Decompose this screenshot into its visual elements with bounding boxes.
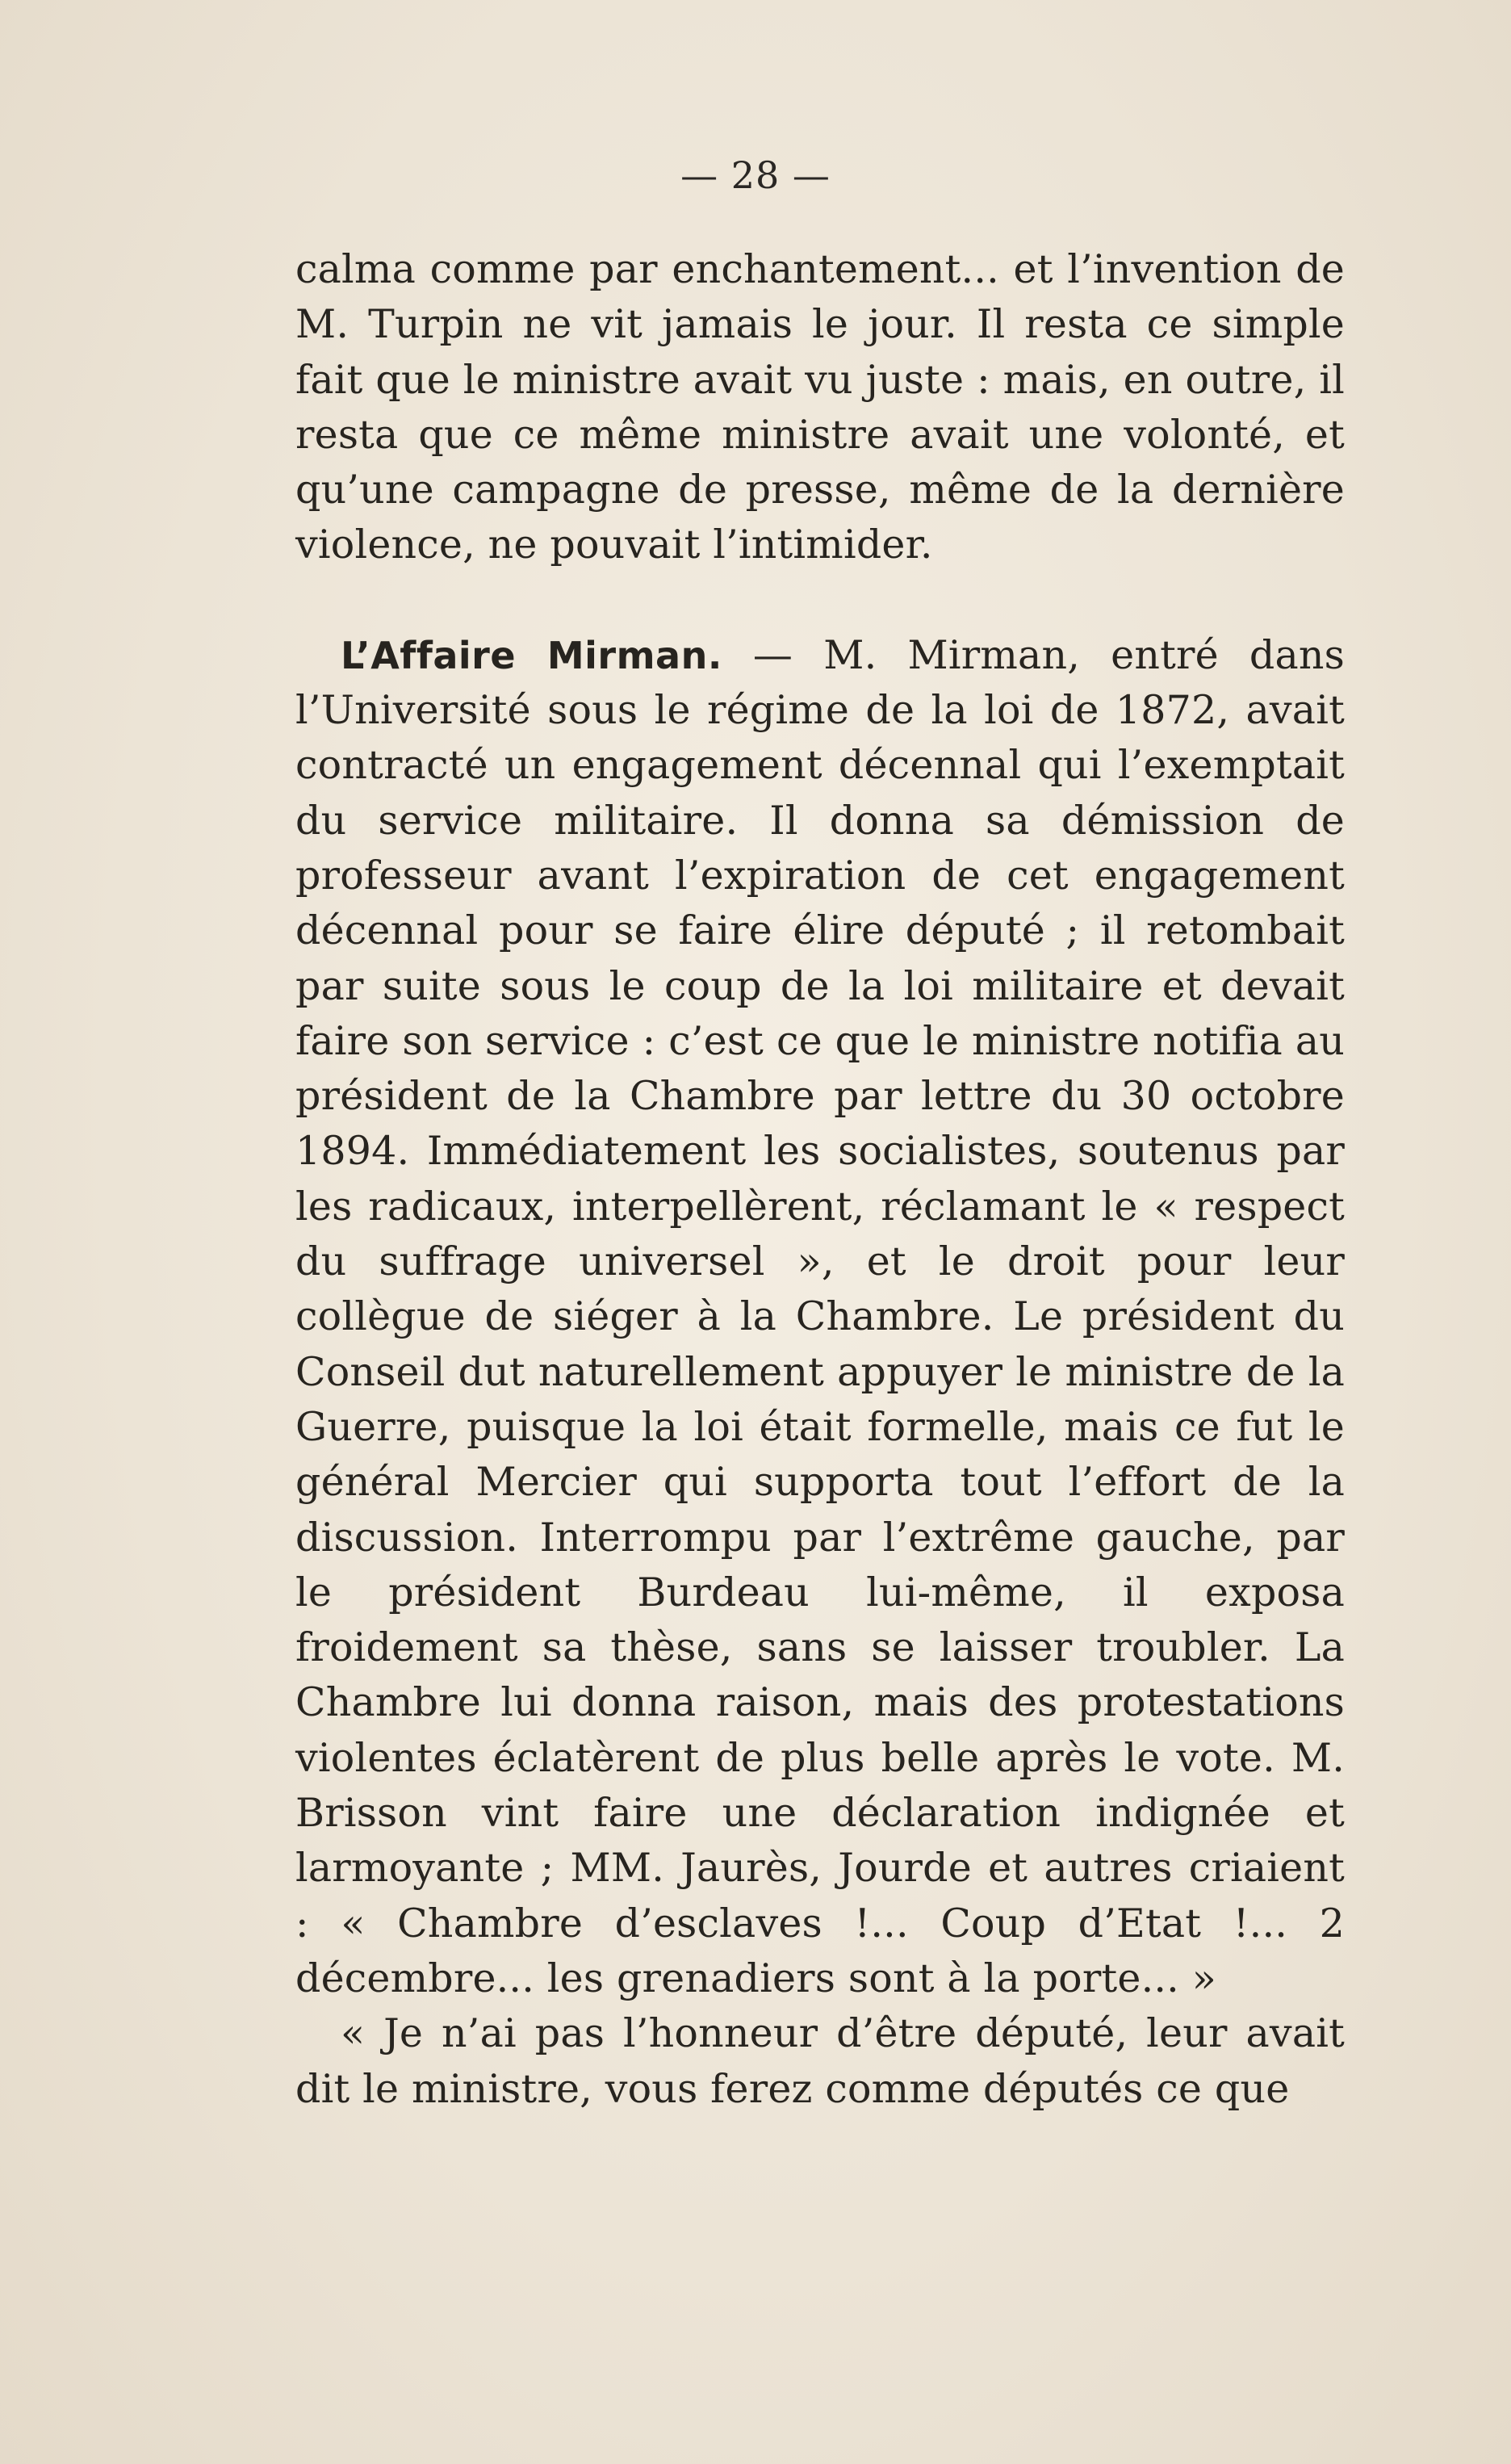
section-heading-affaire-mirman: L’Affaire Mirman. xyxy=(341,633,722,677)
page-body-text xyxy=(295,242,1345,2117)
paragraph-turpin: calma comme par enchantement... et l’invention de M. Turpin ne vit jamais le jour. Il resta ce simple fait que le ministre avait vu juste : mais, en outre, il resta que ce même ministre avait une volonté, et qu’une campagne de presse, même de la dernière violence, ne pouvait l’intimider. xyxy=(295,246,1345,568)
paragraph-minister-quote: « Je n’ai pas l’honneur d’être député, leur avait dit le ministre, vous ferez comme députés ce que xyxy=(295,2010,1345,2112)
page-number-header: — 28 — xyxy=(680,153,831,197)
paragraph-mirman-text: — M. Mirman, entré dans l’Université sous le régime de la loi de 1872, avait contracté un engagement décennal qui l’exemptait du service militaire. Il donna sa démission de professeur avant l’expiration de cet engagement décennal pour se faire élire député ; il retombait par suite sous le coup de la loi militaire et devait faire son service : c’est ce que le ministre notifia au président de la Chambre par lettre du 30 octobre 1894. Immédiatement les socialistes, soutenus par les radicaux, interpellèrent, réclamant le « respect du suffrage universel », et le droit pour leur collègue de siéger à la Chambre. Le président du Conseil dut naturellement appuyer le ministre de la Guerre, puisque la loi était formelle, mais ce fut le général Mercier qui supporta tout l’effort de la discussion. Interrompu par l’extrême gauche, par le président Burdeau lui-même, il exposa froidement sa thèse, sans se laisser troubler. La Chambre lui donna raison, mais des protestations violentes éclatèrent de plus belle après le vote. M. Brisson vint faire une déclaration indignée et larmoyante ; MM. Jaurès, Jourde et autres criaient : « Chambre d’esclaves !... Coup d’Etat !... 2 décembre... les grenadiers sont à la porte... » xyxy=(295,631,1345,2001)
paragraph-affaire-mirman xyxy=(295,628,1345,2006)
